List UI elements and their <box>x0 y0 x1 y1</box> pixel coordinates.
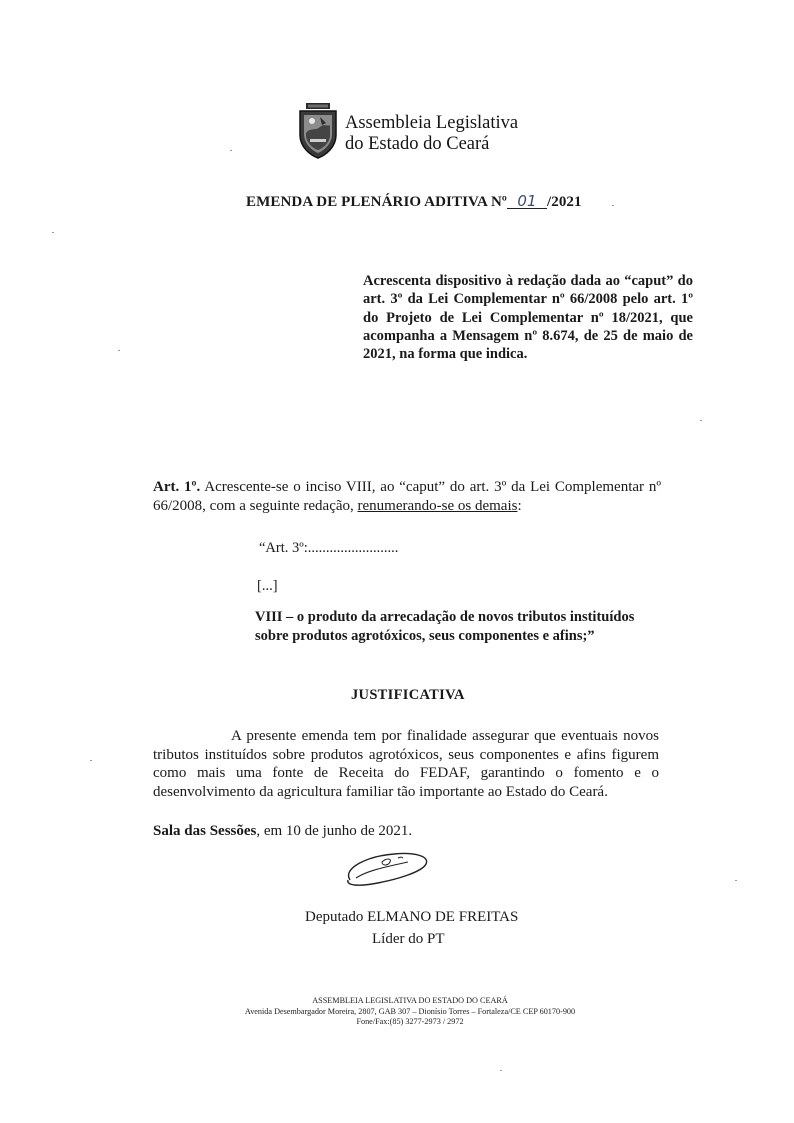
signatory-name: Deputado ELMANO DE FREITAS <box>305 909 519 925</box>
institution-name <box>345 113 518 155</box>
scan-speck <box>500 1070 502 1071</box>
scan-speck <box>612 205 614 206</box>
article-1 <box>153 478 661 516</box>
signatory-role: Líder do PT <box>372 931 445 947</box>
institution-line-2: do Estado do Ceará <box>345 134 490 154</box>
amendment-title <box>246 194 582 211</box>
footer-line-2: Avenida Desembargador Moreira, 2807, GAB 307 – Dionísio Torres – Fortaleza/CE CEP 60170-900 <box>244 1006 576 1016</box>
session-place: Sala das Sessões <box>153 823 257 839</box>
ementa-summary: Acrescenta dispositivo à redação dada ao “caput” do art. 3º da Lei Complementar nº 66/2008 pelo art. 1º do Projeto de Lei Complementar nº 18/2021, que acompanha a Mensagem nº 8.674, de 25 de maio de 2021, na forma que indica. <box>363 273 693 363</box>
article-underlined: renumerando-se os demais <box>357 498 518 514</box>
omission-mark: [...] <box>257 578 278 594</box>
title-ordinal: º <box>501 194 507 210</box>
article-label: Art. 1º. <box>153 479 201 495</box>
article-text: Acrescente-se o inciso VIII, ao “caput” do art. 3º da Lei Complementar nº 66/2008, com a seguinte redação, <box>153 479 662 514</box>
scan-speck <box>52 232 54 233</box>
title-prefix: EMENDA DE PLENÁRIO ADITIVA N <box>246 194 502 210</box>
title-year: /2021 <box>546 194 582 210</box>
session-place-date <box>153 823 412 840</box>
justification-text: A presente emenda tem por finalidade assegurar que eventuais novos tributos instituídos sobre produtos agrotóxicos, seus componentes e afins figurem como mais uma fonte de Receita do FEDAF, garantindo o fomento e o desenvolvimento da agricultura familiar tão importante ao Estado do Ceará. <box>153 728 659 800</box>
footer-line-3: Fone/Fax:(85) 3277-2973 / 2972 <box>356 1017 464 1026</box>
scan-speck <box>700 420 702 421</box>
scan-speck <box>230 150 232 151</box>
scan-speck <box>735 880 737 881</box>
session-date: , em 10 de junho de 2021. <box>256 823 413 839</box>
footer-address <box>150 996 670 1028</box>
justification-heading: JUSTIFICATIVA <box>351 687 465 703</box>
scan-speck <box>90 760 92 761</box>
inciso-viii: VIII – o produto da arrecadação de novos tributos instituídos sobre produtos agrotóxicos, seus componentes e afins;” <box>255 609 635 644</box>
institution-line-1: Assembleia Legislativa <box>345 113 519 133</box>
scan-speck <box>118 350 120 351</box>
article-end: : <box>517 498 522 514</box>
footer-line-1: ASSEMBLEIA LEGISLATIVA DO ESTADO DO CEARÁ <box>312 996 508 1005</box>
handwritten-signature-icon <box>338 844 438 894</box>
amendment-number: 01 <box>507 194 547 209</box>
quoted-article-3: “Art. 3º:......................... <box>259 540 399 556</box>
state-coat-of-arms-icon <box>296 103 340 159</box>
